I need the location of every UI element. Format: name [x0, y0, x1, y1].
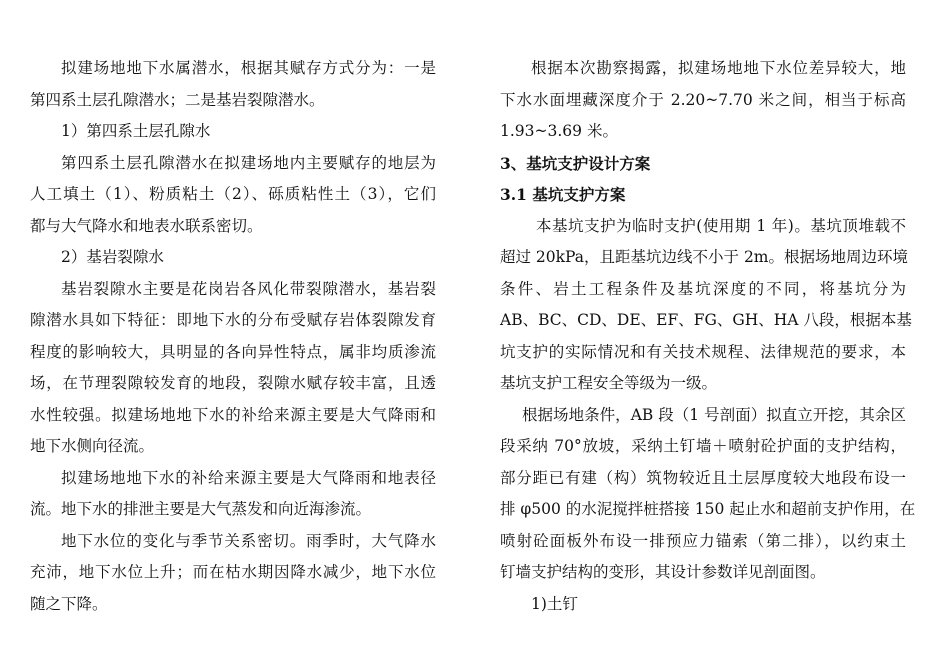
text-line: 2）基岩裂隙水 — [61, 248, 164, 266]
text-line: 拟建场地地下水的补给来源主要是大气降雨和地表径 — [61, 468, 436, 487]
text-line: 第四系土层孔隙潜水在拟建场地内主要赋存的地层为 — [61, 153, 436, 172]
text-line: 坑支护的实际情况和有关技术规程、法律规范的要求，本 — [500, 342, 906, 361]
text-line: 基坑支护工程安全等级为一级。 — [500, 374, 718, 392]
text-line: 超过 20kPa，且距基坑边线不小于 2m。根据场地周边环境 — [500, 248, 909, 266]
text-line: 部分距已有建（构）筑物较近且土层厚度较大地段布设一 — [500, 468, 906, 487]
text-line: 基岩裂隙水主要是花岗岩各风化带裂隙潜水，基岩裂 — [61, 279, 436, 298]
text-line: 本基坑支护为临时支护(使用期 1 年)。基坑顶堆载不 — [536, 216, 906, 235]
text-line: 喷射砼面板外布设一排预应力锚索（第二排），以约束土 — [500, 531, 906, 550]
text-line: 根据场地条件，AB 段（1 号剖面）拟直立开挖，其余区 — [522, 405, 906, 424]
section-heading: 3.1 基坑支护方案 — [500, 185, 626, 204]
text-line: 地下水位的变化与季节关系密切。雨季时，大气降水 — [61, 531, 436, 550]
text-line: 段采纳 70°放坡，采纳土钉墙＋喷射砼护面的支护结构， — [500, 437, 906, 455]
text-line: 人工填土（1）、粉质粘土（2）、砾质粘性土（3），它们 — [30, 185, 436, 203]
text-line: 随之下降。 — [30, 594, 108, 613]
text-line: 充沛，地下水位上升；而在枯水期因降水减少，地下水位 — [30, 563, 436, 581]
text-line: 1.93~3.69 米。 — [500, 122, 618, 140]
text-line: 地下水侧向径流。 — [30, 437, 155, 455]
text-line: 下水水面埋藏深度介于 2.20~7.70 米之间，相当于标高 — [500, 90, 906, 109]
text-line: 水性较强。拟建场地地下水的补给来源主要是大气降雨和 — [30, 405, 436, 424]
text-line: 1）第四系土层孔隙水 — [61, 122, 211, 140]
left-column — [30, 53, 436, 620]
text-line: 流。地下水的排泄主要是大气蒸发和向近海渗流。 — [30, 500, 372, 518]
text-line: AB、BC、CD、DE、EF、FG、GH、HA 八段，根据本基 — [500, 311, 912, 329]
text-line: 排 φ500 的水泥搅拌桩搭接 150 起止水和超前支护作用，在 — [500, 500, 916, 518]
text-line: 场，在节理裂隙较发育的地段，裂隙水赋存较丰富，且透 — [30, 374, 436, 392]
text-line: 条件、岩土工程条件及基坑深度的不同，将基坑分为 — [500, 279, 906, 298]
text-line: 程度的影响较大，具明显的各向异性特点，属非均质渗流 — [30, 342, 436, 361]
text-line: 拟建场地地下水属潜水，根据其赋存方式分为：一是 — [61, 59, 436, 77]
text-line: 钉墙支护结构的变形，其设计参数详见剖面图。 — [500, 563, 826, 581]
section-heading: 3、基坑支护设计方案 — [500, 153, 651, 173]
text-line: 根据本次勘察揭露，拟建场地地下水位差异较大，地 — [531, 59, 906, 77]
text-line: 第四系土层孔隙潜水；二是基岩裂隙潜水。 — [30, 90, 325, 109]
right-column — [500, 53, 916, 620]
text-line: 1)土钉 — [531, 594, 578, 613]
text-line: 隙潜水具如下特征：即地下水的分布受赋存岩体裂隙发育 — [30, 311, 436, 329]
text-line: 都与大气降水和地表水联系密切。 — [30, 216, 263, 235]
